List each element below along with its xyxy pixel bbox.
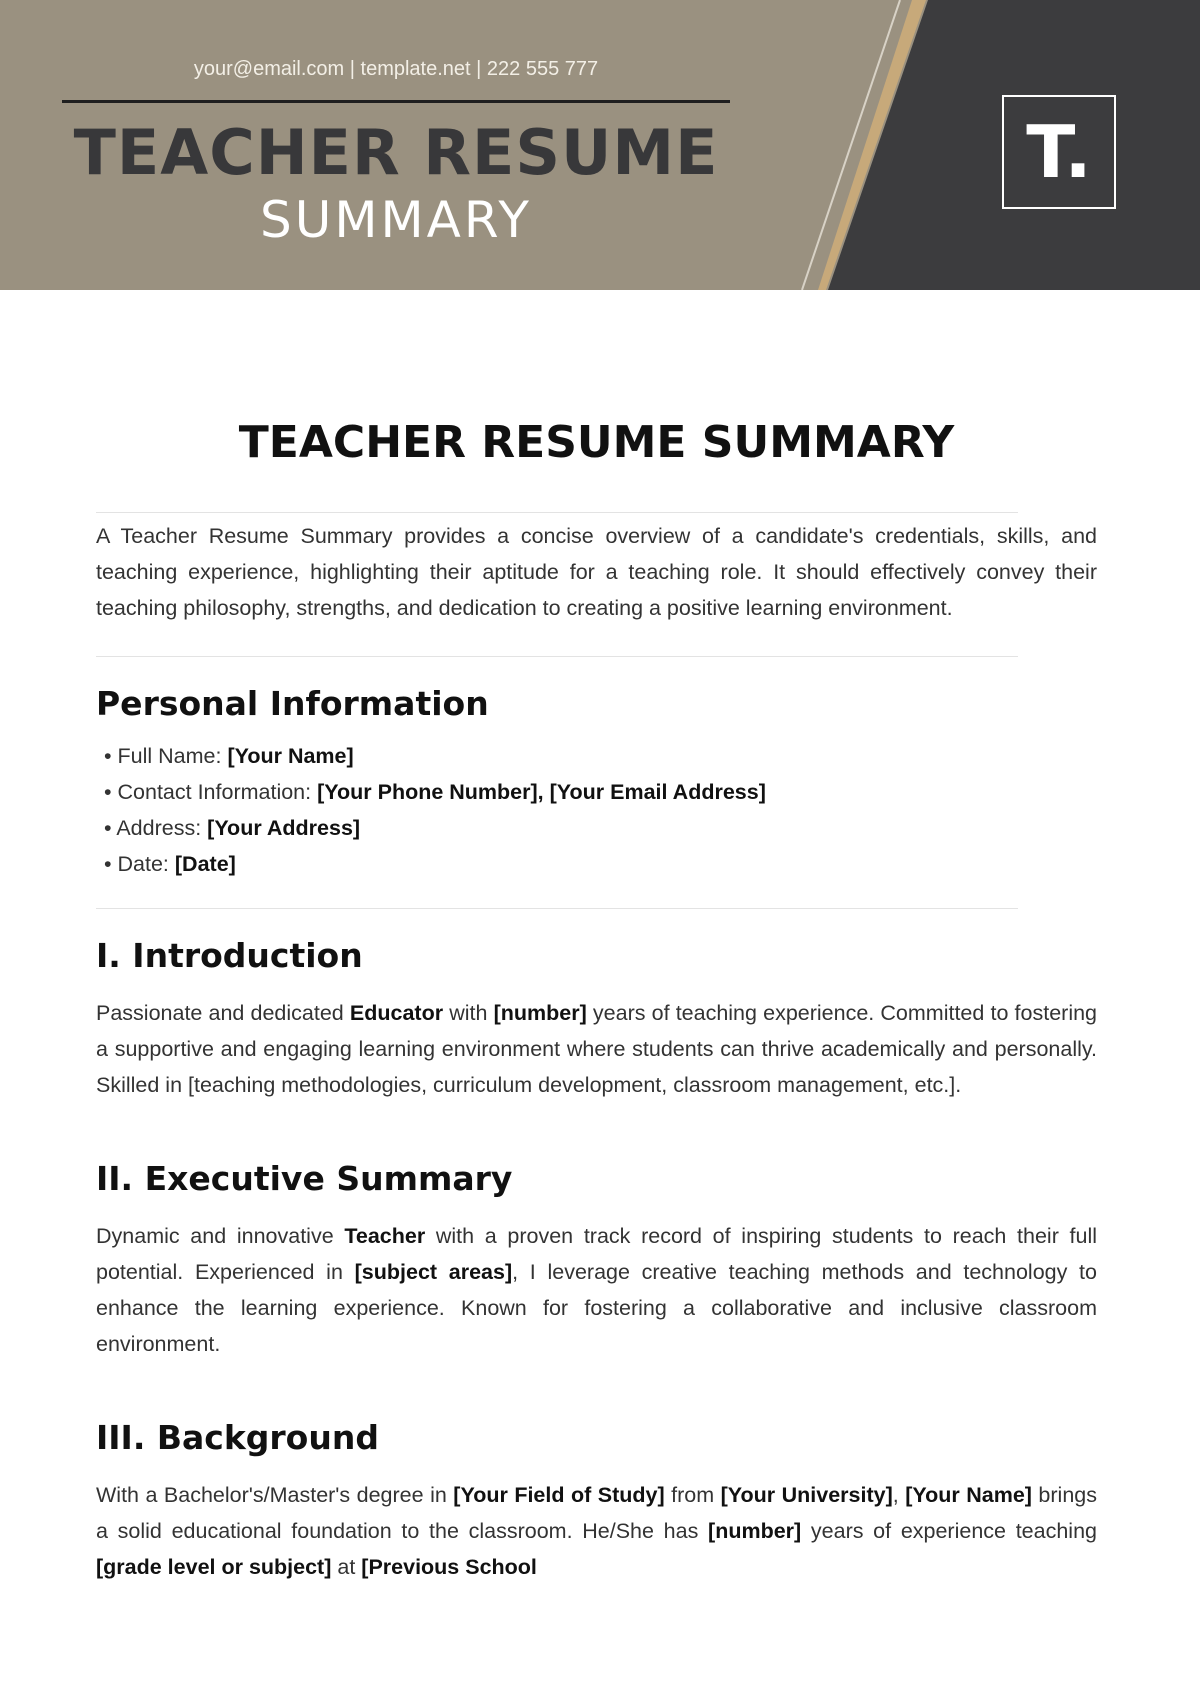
bold-run: [Your Name] [905,1483,1032,1507]
divider [96,656,1018,657]
header-banner [0,0,1200,290]
text-run: Dynamic and innovative [96,1224,345,1248]
personal-info-heading: Personal Information [96,684,489,723]
list-item: • Address: [Your Address] [104,816,361,840]
header-rule [62,100,730,103]
bold-run: [subject areas] [354,1260,513,1284]
bold-run: [Your University] [720,1483,893,1507]
text-run: , [892,1483,906,1507]
text-run: brings a solid educational foundation to the classroom. He/She has [96,1483,1097,1543]
background-paragraph [96,1477,1097,1585]
address-label: Address: [116,816,208,840]
text-run: from [664,1483,721,1507]
bold-run: [number] [708,1519,802,1543]
executive-summary-heading: II. Executive Summary [96,1159,513,1198]
bold-run: [number] [493,1001,587,1025]
logo [1002,95,1116,209]
document-title: TEACHER RESUME SUMMARY [238,417,955,468]
full-name-label: Full Name: [117,744,228,768]
bold-run: Teacher [344,1224,426,1248]
text-run: years of experience teaching [801,1519,1097,1543]
bold-run: [grade level or subject] [96,1555,332,1579]
banner-subtitle: SUMMARY [260,191,532,249]
text-run: With a Bachelor's/Master's degree in [96,1483,454,1507]
contact-label: Contact Information: [117,780,318,804]
text-run: with [443,1001,494,1025]
list-item: • Full Name: [Your Name] [104,744,354,768]
text-run: , I leverage creative teaching methods and technology to enhance the learning experience. Known for fostering a collaborative and inclusive classroom environment. [96,1260,1097,1356]
intro-paragraph: A Teacher Resume Summary provides a concise overview of a candidate's credentials, skills, and teaching experience, highlighting their aptitude for a teaching role. It should effectively convey their teaching philosophy, strengths, and dedication to creating a positive learning environment. [96,524,1097,620]
banner-title: TEACHER RESUME [73,116,719,189]
divider [96,512,1018,513]
executive-summary-paragraph [96,1218,1097,1362]
logo-mark: T. [1026,110,1092,194]
background-heading: III. Background [96,1418,379,1457]
full-name-value: [Your Name] [227,744,354,768]
bold-run: [Previous School [361,1555,537,1579]
divider [96,908,1018,909]
date-label: Date: [117,852,175,876]
date-value: [Date] [174,852,236,876]
bold-run: Educator [349,1001,444,1025]
bold-run: [Your Field of Study] [453,1483,665,1507]
text-run: years of teaching experience. Committed to fostering a supportive and engaging learning environment where students can thrive academically and personally. Skilled in [teaching methodologies, curriculum development, classroom management, etc.]. [96,1001,1098,1097]
document-body [96,415,1097,1585]
personal-info-list [96,738,1097,882]
list-item: • Contact Information: [Your Phone Number], [Your Email Address] [104,780,766,804]
text-run: Passionate and dedicated [96,1001,350,1025]
introduction-heading: I. Introduction [96,936,363,975]
contact-value: [Your Phone Number], [Your Email Address] [317,780,766,804]
text-run: at [331,1555,362,1579]
address-value: [Your Address] [207,816,361,840]
list-item: • Date: [Date] [104,852,236,876]
contact-line: your@email.com | template.net | 222 555 777 [193,58,599,80]
text-run: with a proven track record of inspiring students to reach their full potential. Experienced in [96,1224,1098,1284]
introduction-paragraph [96,995,1097,1103]
